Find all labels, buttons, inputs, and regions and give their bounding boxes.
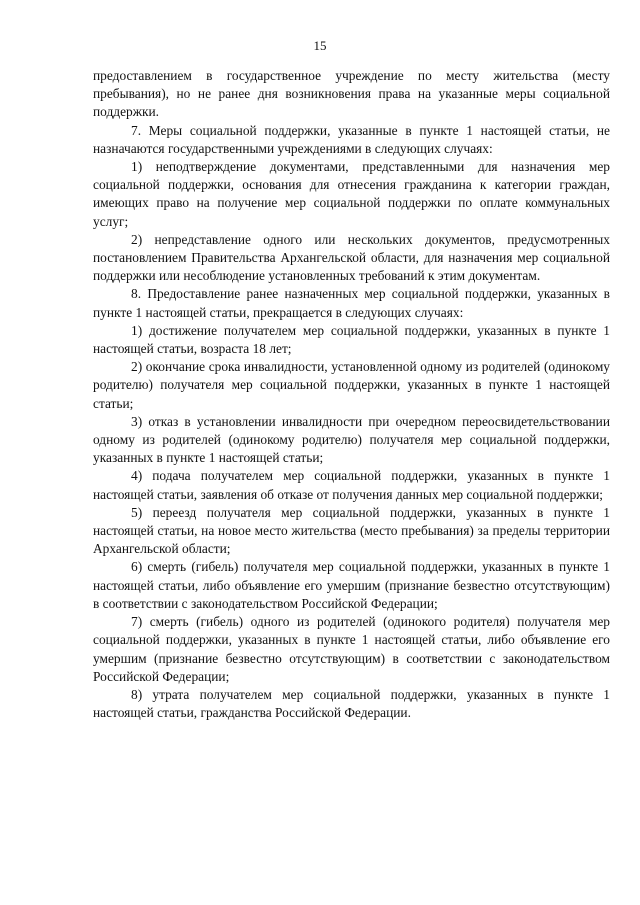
paragraph: 5) переезд получателя мер социальной поддержки, указанных в пункте 1 настоящей статьи, на новое место жительства (место пребывания) за пределы территории Архангельской области;	[93, 504, 610, 557]
paragraph: 2) непредставление одного или нескольких документов, предусмотренных постановлением Правительства Архангельской области, для назначения мер социальной поддержки или несоблюдение установленных требований к этим документам.	[93, 231, 610, 284]
paragraph: 3) отказ в установлении инвалидности при очередном переосвидетельствовании одному из родителей (одинокому родителю) получателя мер социальной поддержки, указанных в пункте 1 настоящей статьи;	[93, 413, 610, 466]
page-number: 15	[313, 38, 327, 53]
paragraph: 1) неподтверждение документами, представленными для назначения мер социальной поддержки, основания для отнесения гражданина к категории граждан, имеющих право на получение мер социальной поддержки по оплате коммунальных услуг;	[93, 159, 610, 229]
paragraph: 2) окончание срока инвалидности, установленной одному из родителей (одинокому родителю) получателя мер социальной поддержки, указанных в пункте 1 настоящей статьи;	[93, 359, 610, 411]
document-body	[93, 67, 610, 722]
paragraph: 8. Предоставление ранее назначенных мер социальной поддержки, указанных в пункте 1 настоящей статьи, прекращается в следующих случаях:	[93, 286, 610, 320]
paragraph: предоставлением в государственное учреждение по месту жительства (месту пребывания), но не ранее дня возникновения права на указанные меры социальной поддержки.	[93, 68, 610, 120]
paragraph: 4) подача получателем мер социальной поддержки, указанных в пункте 1 настоящей статьи, заявления об отказе от получения данных мер социальной поддержки;	[93, 468, 610, 502]
paragraph: 8) утрата получателем мер социальной поддержки, указанных в пункте 1 настоящей статьи, гражданства Российской Федерации.	[93, 686, 610, 721]
paragraph: 6) смерть (гибель) получателя мер социальной поддержки, указанных в пункте 1 настоящей статьи, либо объявление его умершим (признание безвестно отсутствующим) в соответствии с законодательством Российской Федерации;	[93, 559, 610, 611]
paragraph: 1) достижение получателем мер социальной поддержки, указанных в пункте 1 настоящей статьи, возраста 18 лет;	[93, 322, 610, 357]
paragraph: 7) смерть (гибель) одного из родителей (одинокого родителя) получателя мер социальной поддержки, указанных в пункте 1 настоящей статьи, либо объявление его умершим (признание безвестно отсутствующим) в соответствии с законодательством Российской Федерации;	[93, 614, 610, 684]
paragraph: 7. Меры социальной поддержки, указанные в пункте 1 настоящей статьи, не назначаются государственными учреждениями в следующих случаях:	[93, 122, 610, 156]
